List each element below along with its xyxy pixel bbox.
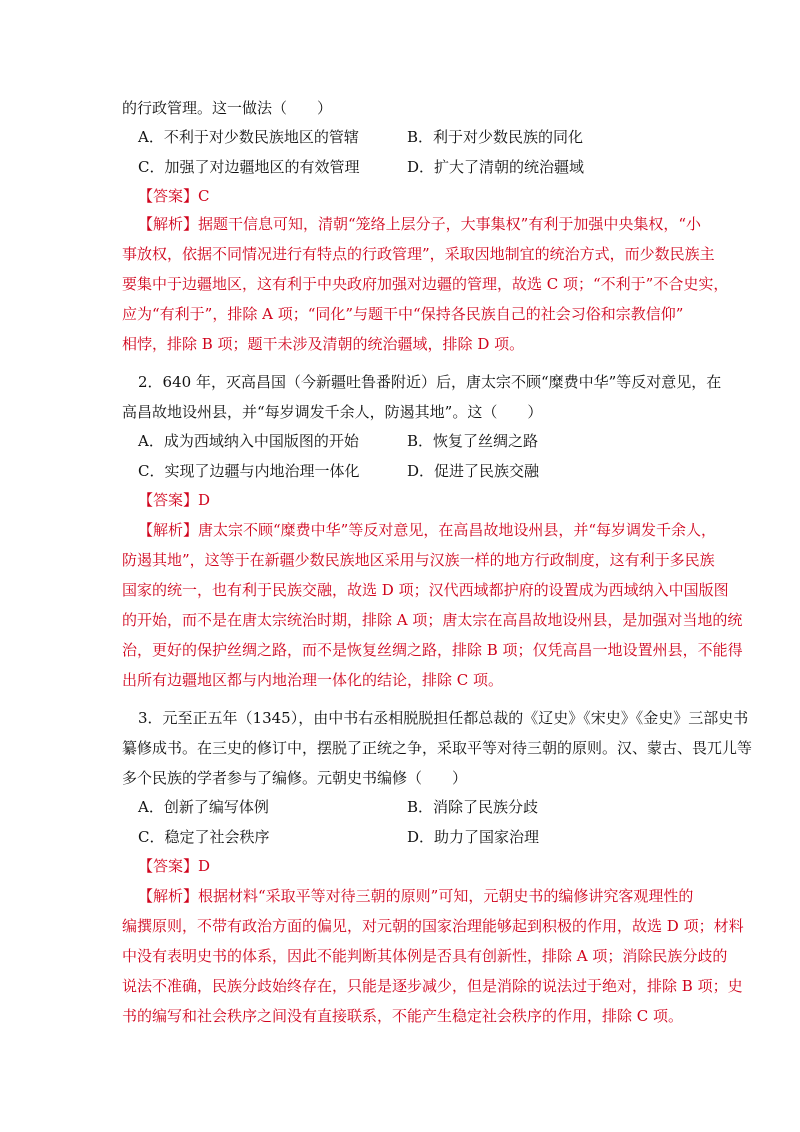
q2-option-a: A．成为西域纳入中国版图的开始	[138, 432, 359, 450]
q1-stem-tail: 的行政管理。这一做法（ ）	[122, 99, 333, 117]
q1-analysis-line: 【解析】据题干信息可知，清朝“笼络上层分子，大事集权”有利于加强中央集权，“小	[138, 215, 702, 233]
q3-analysis-line: 编撰原则，不带有政治方面的偏见，对元朝的国家治理能够起到积极的作用，故选 D 项；材料	[122, 917, 744, 935]
q2-analysis-line: 治，更好的保护丝绸之路，而不是恢复丝绸之路，排除 B 项；仅凭高昌一地设置州县，不能得	[122, 641, 743, 659]
q1-analysis-line: 要集中于边疆地区，这有利于中央政府加强对边疆的管理，故选 C 项；“不利于”不合史实，	[122, 275, 729, 293]
q3-analysis-line: 说法不准确，民族分歧始终存在，只能是逐步减少，但是消除的说法过于绝对，排除 B 项；史	[122, 977, 743, 995]
q3-stem-line: 纂修成书。在三史的修订中，摆脱了正统之争，采取平等对待三朝的原则。汉、蒙古、畏兀儿等	[122, 739, 753, 757]
q2-option-d: D．促进了民族交融	[407, 462, 540, 480]
q2-option-b: B．恢复了丝绸之路	[407, 432, 539, 450]
q3-stem-line: 3．元至正五年（1345），由中书右丞相脱脱担任都总裁的《辽史》《宋史》《金史》三部史书	[138, 709, 749, 727]
q2-stem-line: 2．640 年，灭高昌国（今新疆吐鲁番附近）后，唐太宗不顾“糜费中华”等反对意见，在	[138, 373, 722, 391]
q1-option-c: C．加强了对边疆地区的有效管理	[138, 158, 360, 176]
q1-answer: 【答案】C	[138, 187, 210, 205]
q3-option-d: D．助力了国家治理	[407, 828, 540, 846]
q3-analysis-line: 【解析】根据材料“采取平等对待三朝的原则”可知，元朝史书的编修讲究客观理性的	[138, 887, 694, 905]
q1-option-d: D．扩大了清朝的统治疆域	[407, 158, 585, 176]
q1-analysis-line: 相悖，排除 B 项；题干未涉及清朝的统治疆域，排除 D 项。	[122, 335, 525, 353]
q2-option-c: C．实现了边疆与内地治理一体化	[138, 462, 360, 480]
q3-option-a: A．创新了编写体例	[138, 798, 269, 816]
q3-analysis-line: 书的编写和社会秩序之间没有直接联系，不能产生稳定社会秩序的作用，排除 C 项。	[122, 1007, 684, 1025]
q2-analysis-line: 防遏其地”，这等于在新疆少数民族地区采用与汉族一样的地方行政制度，这有利于多民族	[122, 551, 715, 569]
q2-analysis-line: 国家的统一，也有利于民族交融，故选 D 项；汉代西域都护府的设置成为西域纳入中国版图	[122, 581, 729, 599]
q3-answer: 【答案】D	[138, 857, 211, 875]
q2-analysis-line: 【解析】唐太宗不顾“糜费中华”等反对意见，在高昌故地设州县，并“每岁调发千余人，	[138, 521, 717, 539]
q3-option-b: B．消除了民族分歧	[407, 798, 539, 816]
q1-option-b: B．利于对少数民族的同化	[407, 128, 584, 146]
q2-answer: 【答案】D	[138, 491, 211, 509]
q3-stem-line: 多个民族的学者参与了编修。元朝史书编修（ ）	[122, 769, 468, 787]
q3-analysis-line: 中没有表明史书的体系，因此不能判断其体例是否具有创新性，排除 A 项；消除民族分歧的	[122, 947, 728, 965]
q1-option-a: A．不利于对少数民族地区的管辖	[138, 128, 359, 146]
q2-analysis-line: 的开始，而不是在唐太宗统治时期，排除 A 项；唐太宗在高昌故地设州县，是加强对当地的统	[122, 611, 743, 629]
q2-analysis-line: 出所有边疆地区都与内地治理一体化的结论，排除 C 项。	[122, 671, 504, 689]
q1-analysis-line: 事放权，依据不同情况进行有特点的行政管理”，采取因地制宜的统治方式，而少数民族主	[122, 245, 715, 263]
q3-option-c: C．稳定了社会秩序	[138, 828, 270, 846]
q1-analysis-line: 应为“有利于”，排除 A 项；“同化”与题干中“保持各民族自己的社会习俗和宗教信仰”	[122, 305, 684, 323]
q2-stem-line: 高昌故地设州县，并“每岁调发千余人，防遏其地”。这（ ）	[122, 403, 543, 421]
